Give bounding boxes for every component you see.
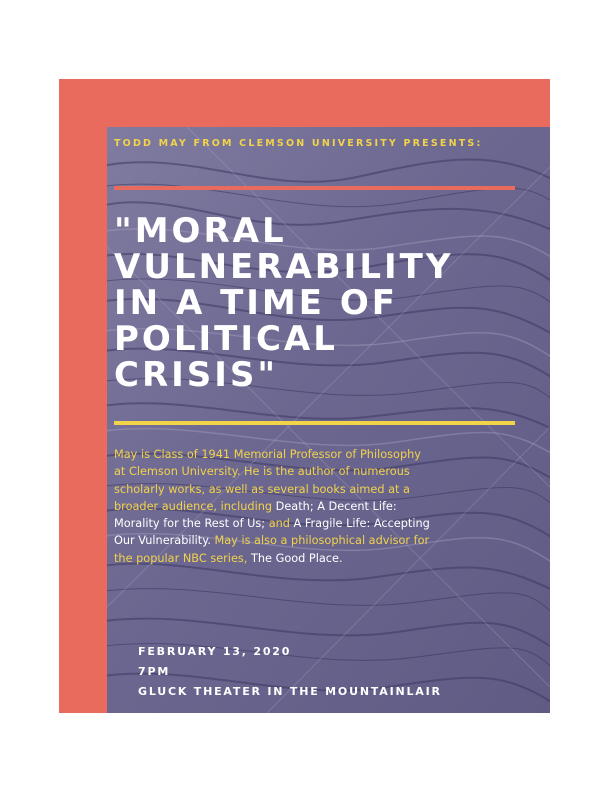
bio-text-2: and	[265, 517, 294, 531]
event-venue: GLUCK THEATER IN THE MOUNTAINLAIR	[138, 685, 442, 698]
coral-divider	[114, 186, 515, 190]
event-time: 7PM	[138, 665, 171, 678]
bio-text-3: May is also a philosophical advisor for the popular NBC series,	[114, 534, 430, 565]
bio-book-1: Death; A Decent Life: Morality for the Rest of Us;	[114, 499, 397, 531]
event-details	[138, 642, 442, 702]
event-date: FEBRUARY 13, 2020	[138, 645, 292, 658]
yellow-divider	[114, 421, 515, 425]
lecture-title: "MORAL VULNERABILITY IN A TIME OF POLITICAL CRISIS"	[114, 211, 454, 395]
speaker-bio	[114, 446, 434, 567]
bio-show: The Good Place.	[250, 551, 343, 565]
presenter-kicker: TODD MAY FROM CLEMSON UNIVERSITY PRESENTS:	[114, 138, 483, 149]
bio-book-2: A Fragile Life: Accepting Our Vulnerability.	[114, 517, 430, 548]
bio-text-1: May is Class of 1941 Memorial Professor of Philosophy at Clemson University. He is the author of numerous scholarly works, as well as several books aimed at a broader audience, including	[114, 448, 421, 513]
